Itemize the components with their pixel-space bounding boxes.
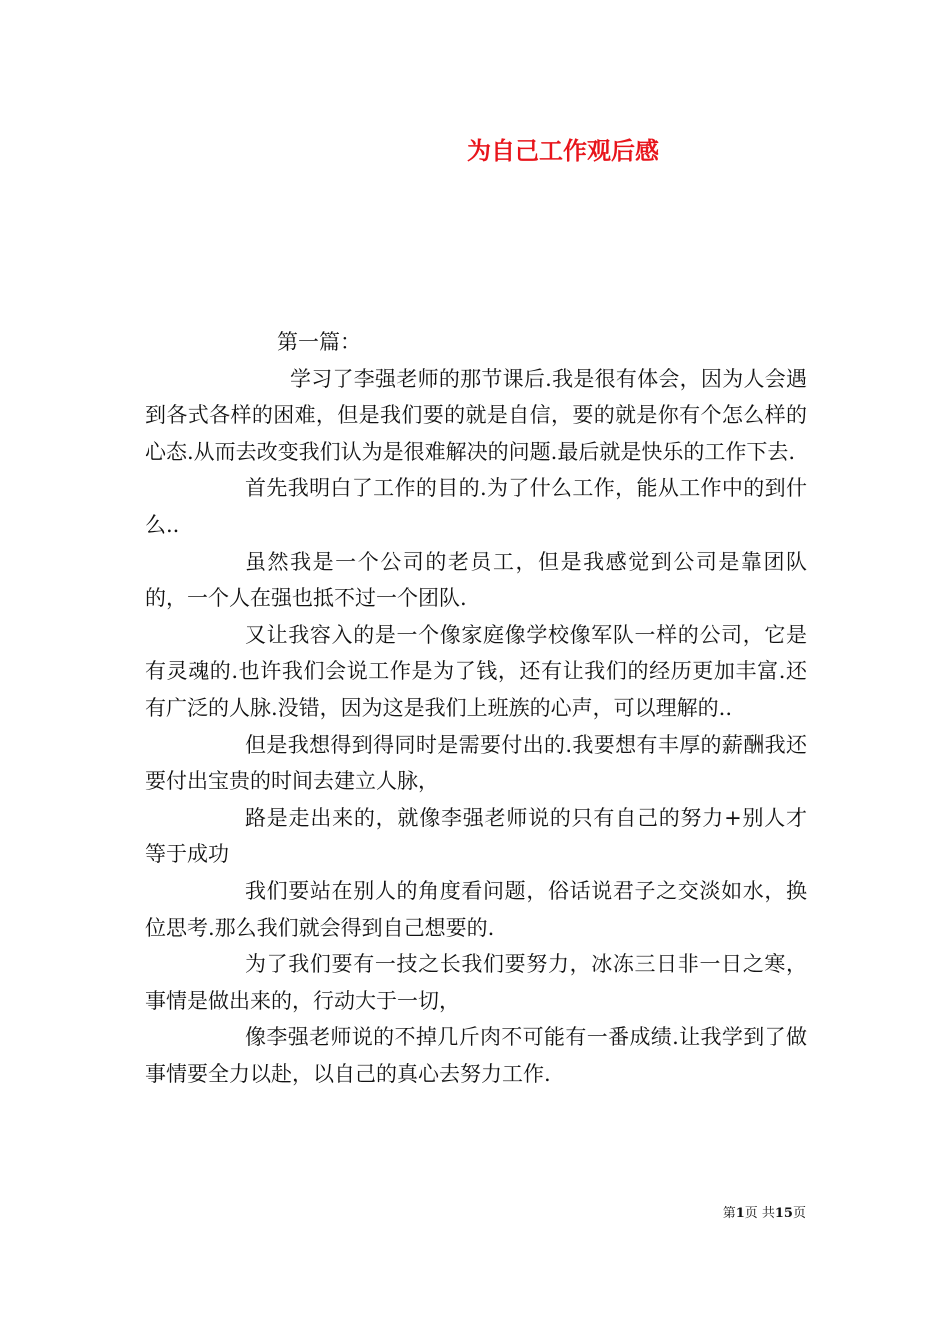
paragraph-9: 像李强老师说的不掉几斤肉不可能有一番成绩.让我学到了做事情要全力以赴，以自己的真心去努力工作. (145, 1025, 807, 1086)
paragraph-3: 虽然我是一个公司的老员工，但是我感觉到公司是靠团队的，一个人在强也抵不过一个团队. (145, 549, 807, 611)
document-title: 为自己工作观后感 (467, 137, 659, 165)
footer-total-pages: 15 (774, 1206, 793, 1221)
page-footer (0, 1205, 806, 1223)
paragraph-7: 我们要站在别人的角度看问题，俗话说君子之交淡如水，换位思考.那么我们就会得到自己想要的. (145, 878, 807, 940)
footer-suffix: 页 (792, 1206, 806, 1221)
paragraph-2: 首先我明白了工作的目的.为了什么工作，能从工作中的到什么.. (145, 476, 807, 537)
paragraph-5: 但是我想得到得同时是需要付出的.我要想有丰厚的薪酬我还要付出宝贵的时间去建立人脉， (145, 732, 807, 794)
footer-current-page: 1 (735, 1206, 745, 1221)
footer-middle: 页 共 (744, 1206, 775, 1221)
section-heading: 第一篇： (277, 330, 361, 354)
paragraph-1: 学习了李强老师的那节课后.我是很有体会，因为人会遇到各式各样的困难，但是我们要的就是自信，要的就是你有个怎么样的心态.从而去改变我们认为是很难解决的问题.最后就是快乐的工作下去. (145, 366, 807, 464)
footer-prefix: 第 (722, 1206, 736, 1221)
paragraph-4: 又让我容入的是一个像家庭像学校像军队一样的公司，它是有灵魂的.也许我们会说工作是为了钱，还有让我们的经历更加丰富.还有广泛的人脉.没错，因为这是我们上班族的心声，可以理解的.. (145, 622, 807, 720)
document-body (145, 324, 807, 1092)
paragraph-6: 路是走出来的，就像李强老师说的只有自己的努力+别人才等于成功 (145, 805, 807, 867)
paragraph-8: 为了我们要有一技之长我们要努力，冰冻三日非一日之寒，事情是做出来的，行动大于一切， (145, 952, 807, 1013)
